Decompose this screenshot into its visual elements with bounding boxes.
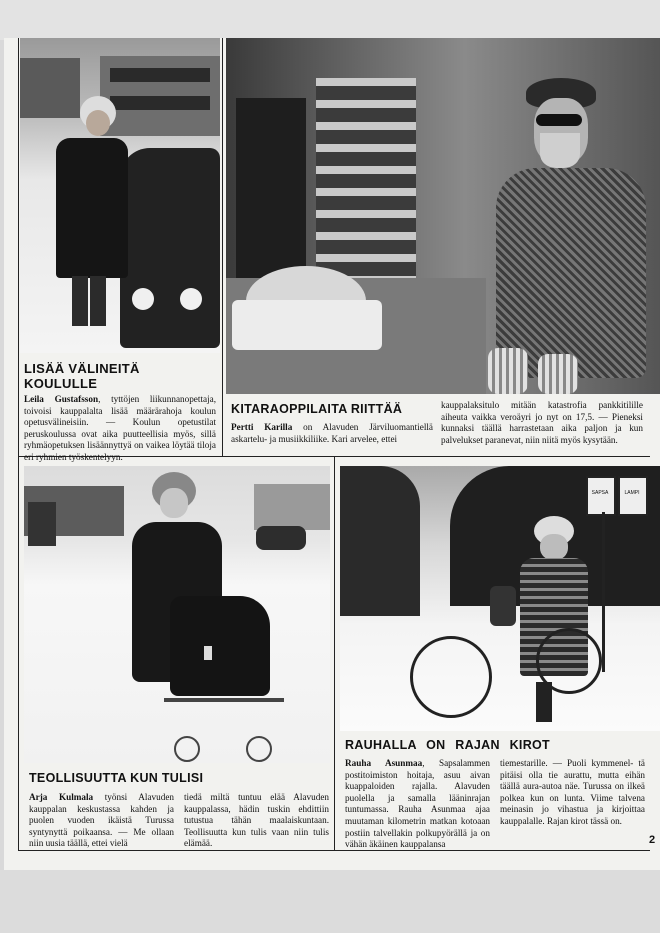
photo-shop-owner bbox=[226, 38, 660, 394]
magazine-page bbox=[4, 38, 660, 870]
headline-line-2: KOULULLE bbox=[24, 376, 98, 391]
article-body-gustafsson: , tyttöjen liikunnanopettaja, toivoisi kauppalalta lisää määrärahoja koulun opetusvälineisiin. — Koulun opetustilat peruskoulussa ovat aika puutteellisia myös, sillä ryhmäopetuksen lisäännyttyä on vaikea löytää tiloja eri ryhmien työskentelyyn. bbox=[24, 394, 216, 462]
headline-kitaraoppilaita: KITARAOPPILAITA RIITTÄÄ bbox=[231, 402, 403, 416]
article-text-kulmala-col1 bbox=[29, 792, 174, 850]
headline-lisaa-valineita bbox=[24, 361, 140, 391]
article-text-karilla-col2: kauppalaksitulo mitään katastrofia pankkitilille aiheuta vaikka veroäyri jo nyt on 17,5. — Pieneksi kunnaksi täällä harrastetaan aika paljon ja kun palvelukset paranevat, niin niitä myös kysytään. bbox=[441, 400, 643, 445]
article-text-gustafsson bbox=[24, 394, 216, 464]
sign-text-2: LAMPI bbox=[624, 490, 640, 496]
photo-teacher-with-car bbox=[20, 38, 220, 353]
article-text-asunmaa-col1 bbox=[345, 758, 490, 851]
article-text-karilla-col1 bbox=[231, 422, 433, 445]
scan-top-margin bbox=[0, 0, 660, 40]
person-name-gustafsson: Leila Gustafsson bbox=[24, 394, 99, 404]
photo-woman-with-bicycle bbox=[340, 466, 660, 731]
article-body-karilla-1: on Alavuden Järviluomantiellä askartelu- ja musiikkiliike. Kari arvelee, ettei bbox=[231, 422, 433, 444]
person-name-karilla: Pertti Karilla bbox=[231, 422, 293, 432]
article-body-kulmala-1: työnsi Alavuden kauppalan keskustassa kahden ja puolen vuoden ikäistä Turussa syntynyttä poikaansa. — Me ollaan niin uusia täällä, ettei vielä bbox=[29, 792, 174, 849]
headline-rauhalla: RAUHALLA ON RAJAN KIROT bbox=[345, 738, 550, 752]
rule-bottom bbox=[18, 850, 650, 851]
article-text-kulmala-col2: tiedä miltä tuntuu elää Alavuden kauppalassa, hädin tuskin ehdittiin tutustua tähän maalaiskuntaan. Teollisuutta kun tulis vaan niin tulis elämää. bbox=[184, 792, 329, 849]
rule-col-2 bbox=[334, 456, 335, 850]
page-number: 2 bbox=[649, 834, 656, 846]
article-text-asunmaa-col2: tiemestarille. — Puoli kymmenel- tä pitäisi olla tie aurattu, mutta eihän täällä aura-autoa näe. Turussa on ilkeä polkea kun on lunta. Viime talvena meinasin jo vihastua ja kirjoittaa kauppalalle. Rajan kirot tässä on. bbox=[500, 758, 645, 826]
rule-left bbox=[18, 38, 19, 850]
photo-mother-with-pram bbox=[24, 466, 330, 763]
headline-teollisuutta: TEOLLISUUTTA KUN TULISI bbox=[29, 771, 204, 785]
article-body-asunmaa-1: , Sapsalammen postitoimiston hoitaja, asuu aivan kuappaloiden rajalla. Alavuden puolella ja samalla lääninrajan tuntumassa. Rauha Asunmaa ajaa muutaman kilometrin matkan kotoaan postiin talvellakin polkupyörällä ja on vähän äkäinen kauppalansa bbox=[345, 758, 490, 850]
rule-col-1 bbox=[222, 38, 223, 456]
sign-text-1: SAPSA bbox=[591, 490, 609, 496]
person-name-asunmaa: Rauha Asunmaa bbox=[345, 758, 423, 768]
headline-line-1: LISÄÄ VÄLINEITÄ bbox=[24, 361, 140, 376]
scan-bottom-margin bbox=[0, 870, 660, 933]
person-name-kulmala: Arja Kulmala bbox=[29, 792, 94, 802]
